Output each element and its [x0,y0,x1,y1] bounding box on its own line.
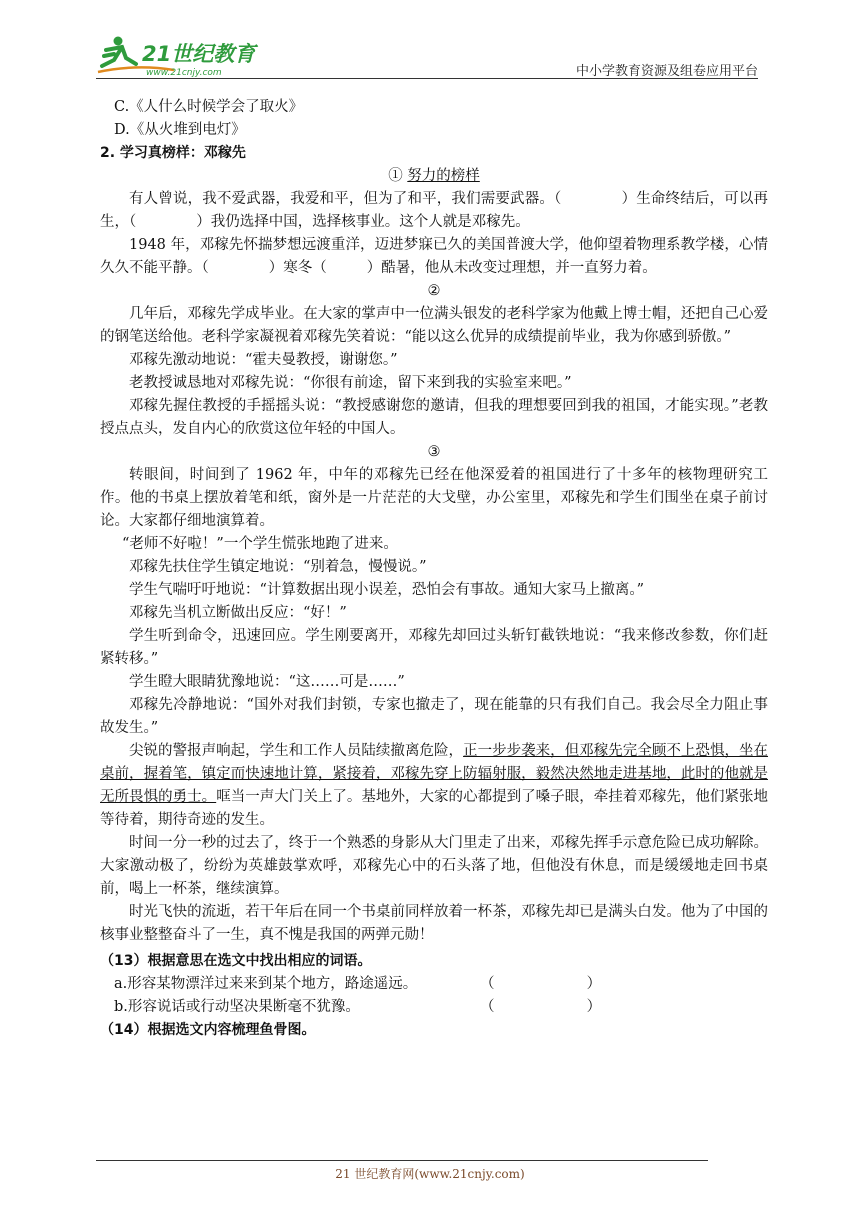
paragraph-11: 邓稼先当机立断做出反应：“好！” [129,605,347,621]
header-divider [96,78,758,79]
option-c: C.《人什么时候学会了取火》 [114,99,304,115]
paragraph-14: 邓稼先冷静地说：“国外对我们封锁，专家也撤走了，现在能靠的只有我们自己。我会尽全力阻止事故发生。” [100,697,768,736]
question-13-item-b: b.形容说话或行动坚决果断毫不犹豫。 （ ） [100,996,768,1019]
svg-text:www.21cnjy.com: www.21cnjy.com [146,68,222,78]
paragraph-2: 1948 年，邓稼先怀揣梦想远渡重洋，迈进梦寐已久的美国普渡大学，他仰望着物理系教学楼，心情久久不能平静。（ ）寒冬（ ）酷暑，他从未改变过理想，并一直努力着。 [100,237,768,276]
question-2-title: 2. 学习真榜样：邓稼先 [100,145,246,161]
paragraph-9: 邓稼先扶住学生镇定地说：“别着急，慢慢说。” [129,559,427,575]
site-logo [96,34,266,78]
answer-blank-a[interactable]: （ ） [480,976,602,992]
paragraph-7: 转眼间，时间到了 1962 年，中年的邓稼先已经在他深爱着的祖国进行了十多年的核物理研究工作。他的书桌上摆放着笔和纸，窗外是一片茫茫的大戈壁，办公室里，邓稼先和学生们围坐在桌子前讨论。大家都仔细地演算着。 [100,467,768,529]
platform-name: 中小学教育资源及组卷应用平台 [575,64,758,79]
paragraph-3: 几年后，邓稼先学成毕业。在大家的掌声中一位满头银发的老科学家为他戴上博士帽，还把自己心爱的钢笔送给他。老科学家凝视着邓稼先笑着说：“能以这么优异的成绩提前毕业，我为你感到骄傲。” [100,306,768,345]
paragraph-13: 学生瞪大眼睛犹豫地说：“这……可是……” [129,674,405,690]
paragraph-4: 邓稼先激动地说：“霍夫曼教授，谢谢您。” [129,352,398,368]
page-footer: 21 世纪教育网(www.21cnjy.com) [335,1167,525,1181]
underlined-passage: 正一步步袭来，但邓稼先完全顾不上恐惧，坐在桌前，握着笔，镇定而快速地计算，紧接着，邓稼先穿上防辐射服，毅然决然地走进基地，此时的他就是无所畏惧的勇士。 [100,743,769,805]
paragraph-10: 学生气喘吁吁地说：“计算数据出现小误差，恐怕会有事故。通知大家马上撤离。” [129,582,645,598]
paragraph-16: 时间一分一秒的过去了，终于一个熟悉的身影从大门里走了出来，邓稼先挥手示意危险已成功解除。大家激动极了，纷纷为英雄鼓掌欢呼，邓稼先心中的石头落了地，但他没有休息，而是缓缓地走回书桌前，喝上一杯茶，继续演算。 [100,835,768,897]
document-body [100,96,768,1042]
paragraph-6: 邓稼先握住教授的手摇摇头说：“教授感谢您的邀请，但我的理想要回到我的祖国，才能实现。”老教授点点头，发自内心的欣赏这位年轻的中国人。 [100,398,768,437]
page-header [96,28,758,80]
paragraph-1: 有人曾说，我不爱武器，我爱和平，但为了和平，我们需要武器。（ ）生命终结后，可以再生，（ ）我仍选择中国，选择核事业。这个人就是邓稼先。 [100,191,768,230]
section-2-heading: ② [427,283,441,299]
paragraph-12: 学生听到命令，迅速回应。学生刚要离开，邓稼先却回过头斩钉截铁地说：“我来修改参数，你们赶紧转移。” [100,628,768,667]
section-1-title: 努力的榜样 [407,168,480,184]
answer-blank-b[interactable]: （ ） [480,999,602,1015]
svg-text:21世纪教育: 21世纪教育 [142,42,256,66]
section-1-number: ① [388,168,403,184]
question-14-title: （14）根据选文内容梳理鱼骨图。 [100,1022,316,1038]
paragraph-15: 尖锐的警报声响起，学生和工作人员陆续撤离危险，正一步步袭来，但邓稼先完全顾不上恐惧，坐在桌前，握着笔，镇定而快速地计算，紧接着，邓稼先穿上防辐射服，毅然决然地走进基地，此时的他就是无所畏惧的勇士。哐当一声大门关上了。基地外，大家的心都提到了嗓子眼，牵挂着邓稼先，他们紧张地等待着，期待奇迹的发生。 [100,743,769,828]
option-d: D.《从火堆到电灯》 [114,122,246,138]
section-3-heading: ③ [427,444,441,460]
section-1-heading [100,165,768,188]
paragraph-17: 时光飞快的流逝，若干年后在同一个书桌前同样放着一杯茶，邓稼先却已是满头白发。他为了中国的核事业整整奋斗了一生，真不愧是我国的两弹元勋！ [100,904,768,943]
question-13-title: （13）根据意思在选文中找出相应的词语。 [100,953,372,969]
question-13-item-a: a.形容某物漂洋过来来到某个地方，路途遥远。 （ ） [100,973,768,996]
paragraph-5: 老教授诚恳地对邓稼先说：“你很有前途，留下来到我的实验室来吧。” [129,375,572,391]
paragraph-8: “老师不好啦！”一个学生慌张地跑了进来。 [122,536,398,552]
footer-divider [96,1160,708,1161]
